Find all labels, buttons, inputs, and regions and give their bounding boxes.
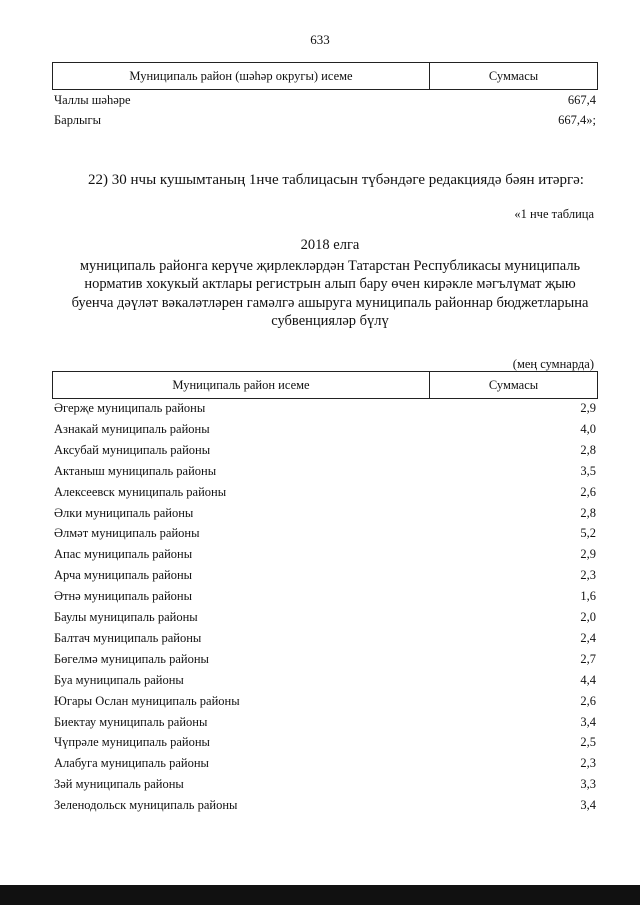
table-row	[54, 649, 596, 669]
table-row	[54, 523, 596, 543]
table2-header	[52, 371, 598, 399]
heading-line: муниципаль районга керүче җирлекләрдән Татарстан Республикасы муниципаль	[79, 257, 581, 274]
table-row	[54, 565, 596, 585]
table-row	[54, 691, 596, 711]
row-value: 1,6	[580, 589, 596, 604]
amendment-text: 22) 30 нчы кушымтаның 1нче таблицасын түбәндәге редакциядә бәян итәргә:	[88, 172, 584, 188]
row-name: Баулы муниципаль районы	[54, 610, 198, 624]
row-name: Чүпрәле муниципаль районы	[54, 735, 210, 750]
row-name: Әлмәт муниципаль районы	[54, 526, 200, 541]
row-name: Алексеевск муниципаль районы	[54, 484, 227, 499]
table-row	[54, 732, 596, 752]
table-row	[54, 670, 596, 690]
row-value: 2,8	[580, 442, 596, 457]
table-label: «1 нче таблица	[514, 207, 594, 221]
heading-year: 2018 елга	[300, 237, 360, 253]
table-row	[54, 774, 596, 794]
row-name: Биектау муниципаль районы	[54, 714, 208, 729]
row-value: 667,4»;	[558, 113, 596, 127]
table-row	[54, 482, 596, 502]
row-name: Югары Ослан муниципаль районы	[54, 693, 240, 708]
row-name: Балтач муниципаль районы	[54, 630, 202, 645]
page-number: 633	[310, 32, 330, 47]
row-name: Алабуга муниципаль районы	[54, 756, 209, 771]
row-name: Әгерҗе муниципаль районы	[54, 401, 206, 415]
row-value: 2,0	[580, 610, 596, 624]
row-value: 4,0	[580, 421, 596, 436]
table1-row	[54, 110, 596, 130]
row-value: 4,4	[580, 672, 596, 687]
row-value: 2,7	[580, 651, 596, 666]
table1-row	[54, 90, 596, 110]
row-name: Апас муниципаль районы	[54, 547, 193, 562]
table2-header-name: Муниципаль район исеме	[53, 372, 430, 399]
table-row	[54, 544, 596, 564]
table-row	[54, 503, 596, 523]
heading-line: буенча дәүләт вәкаләтләрен гамәлгә ашыруга муниципаль районнар бюджетларына	[71, 294, 589, 311]
row-name: Буа муниципаль районы	[54, 672, 184, 687]
row-value: 3,5	[580, 463, 596, 478]
row-value: 2,3	[580, 756, 596, 771]
row-name: Аксубай муниципаль районы	[54, 442, 211, 457]
row-value: 5,2	[580, 526, 596, 541]
table-heading	[40, 236, 620, 331]
heading-line: норматив хокукый актлары регистрын алып бару өчен кирәкле мәгълүмат җыю	[84, 276, 576, 292]
row-value: 2,9	[580, 401, 596, 415]
table-row	[54, 440, 596, 460]
table2-header-sum: Суммасы	[430, 372, 598, 399]
table1-header-sum: Суммасы	[430, 63, 598, 90]
row-value: 2,3	[580, 568, 596, 583]
row-name: Зәй муниципаль районы	[54, 777, 184, 792]
row-name: Чаллы шәһәре	[54, 93, 131, 107]
table-row	[54, 586, 596, 606]
row-name: Арча муниципаль районы	[54, 568, 193, 583]
row-value: 667,4	[567, 93, 596, 107]
table-row	[54, 398, 596, 418]
row-value: 3,4	[580, 714, 596, 729]
row-value: 2,4	[580, 630, 596, 645]
table1-header	[52, 62, 598, 90]
heading-line: субвенцияләр бүлү	[271, 313, 389, 329]
table-row	[54, 628, 596, 648]
units-label: (мең сумнарда)	[512, 357, 594, 371]
row-value: 2,5	[580, 735, 596, 750]
row-value: 3,4	[580, 798, 596, 813]
table-row	[54, 607, 596, 627]
table-row	[54, 419, 596, 439]
row-name: Әлки муниципаль районы	[54, 505, 194, 520]
row-name: Бөгелмә муниципаль районы	[54, 651, 209, 666]
row-value: 2,9	[580, 547, 596, 562]
row-value: 2,8	[580, 505, 596, 520]
table-row	[54, 795, 596, 815]
row-name: Әтнә муниципаль районы	[54, 589, 193, 604]
scan-border	[0, 885, 640, 905]
row-value: 2,6	[580, 484, 596, 499]
table-row	[54, 712, 596, 732]
table-row	[54, 461, 596, 481]
table1-header-name: Муниципаль район (шәһәр округы) исеме	[53, 63, 430, 90]
row-name: Актаныш муниципаль районы	[54, 463, 217, 478]
row-value: 2,6	[580, 693, 596, 708]
row-name: Азнакай муниципаль районы	[54, 421, 210, 436]
row-value: 3,3	[580, 777, 596, 792]
row-name: Барлыгы	[54, 113, 101, 127]
row-name: Зеленодольск муниципаль районы	[54, 798, 238, 813]
table-row	[54, 753, 596, 773]
